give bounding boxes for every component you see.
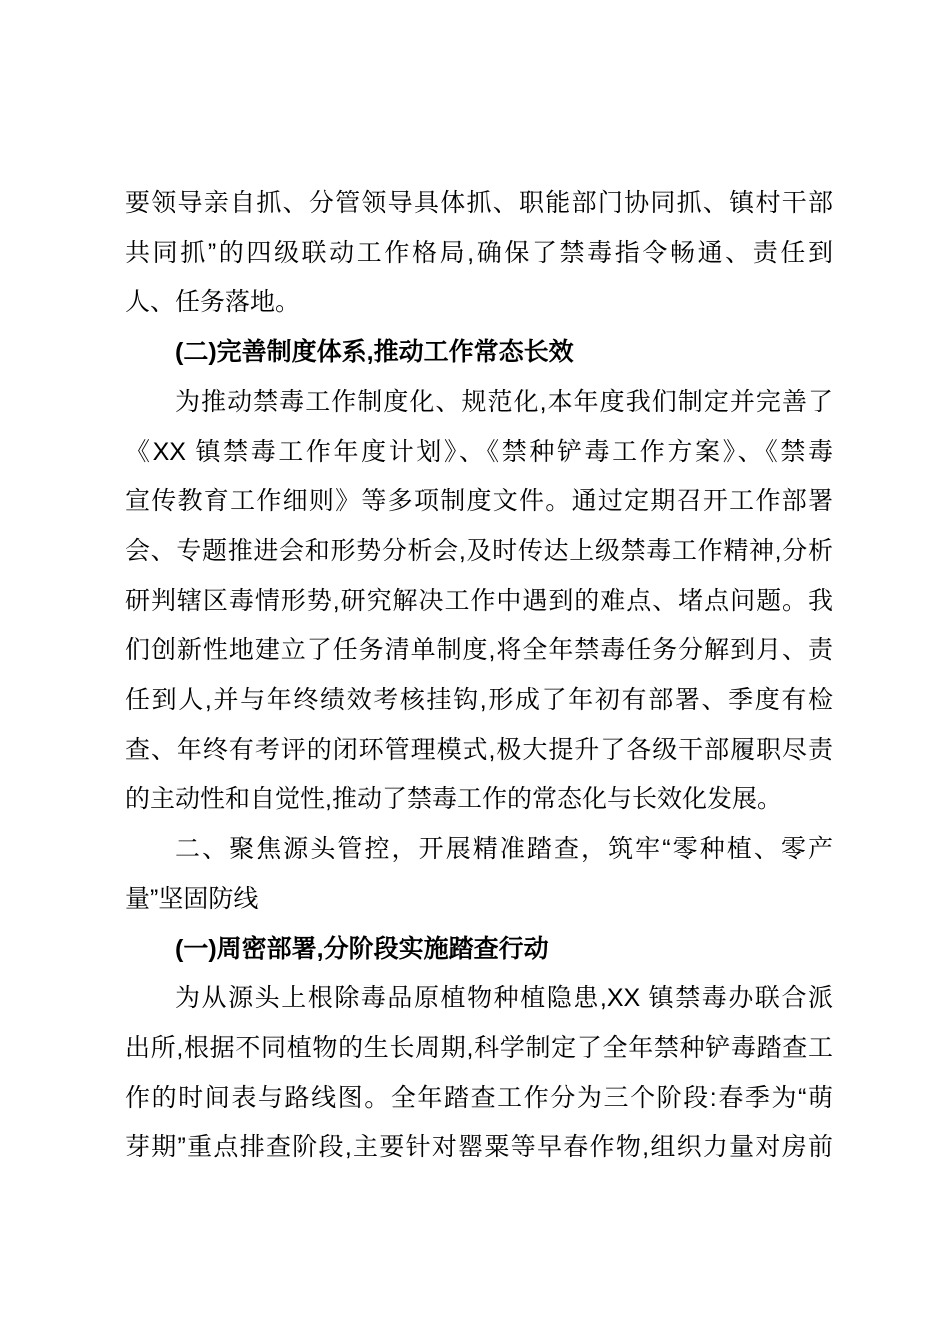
text-line: (一)周密部署,分阶段实施踏查行动 <box>175 934 549 963</box>
text-line: 为从源头上根除毒品原植物种植隐患,XX 镇禁毒办联合派 <box>175 984 833 1013</box>
text-line: 人、任务落地。 <box>125 288 301 317</box>
section-heading <box>125 825 833 924</box>
section-heading <box>125 925 833 975</box>
text-line: 宣传教育工作细则》等多项制度文件。通过定期召开工作部署 <box>125 487 833 516</box>
body-paragraph <box>125 974 833 1173</box>
text-line: 芽期”重点排查阶段,主要针对罂粟等早春作物,组织力量对房前 <box>125 1133 833 1162</box>
text-line: 为推动禁毒工作制度化、规范化,本年度我们制定并完善了 <box>175 387 833 416</box>
text-line: 量”坚固防线 <box>125 884 259 913</box>
text-line: 二、聚焦源头管控，开展精准踏查，筑牢“零种植、零产 <box>175 835 833 864</box>
text-line: 们创新性地建立了任务清单制度,将全年禁毒任务分解到月、责 <box>125 636 833 665</box>
text-line: 查、年终有考评的闭环管理模式,极大提升了各级干部履职尽责 <box>125 735 833 764</box>
body-paragraph <box>125 179 833 328</box>
text-line: 共同抓”的四级联动工作格局,确保了禁毒指令畅通、责任到 <box>125 238 833 267</box>
text-line: 出所,根据不同植物的生长周期,科学制定了全年禁种铲毒踏查工 <box>125 1033 833 1062</box>
text-line: (二)完善制度体系,推动工作常态长效 <box>175 338 574 367</box>
body-paragraph <box>125 378 833 825</box>
text-line: 《XX 镇禁毒工作年度计划》、《禁种铲毒工作方案》、《禁毒 <box>125 437 833 466</box>
text-line: 作的时间表与路线图。全年踏查工作分为三个阶段:春季为“萌 <box>125 1083 833 1112</box>
text-line: 要领导亲自抓、分管领导具体抓、职能部门协同抓、镇村干部 <box>125 189 833 217</box>
text-line: 会、专题推进会和形势分析会,及时传达上级禁毒工作精神,分析 <box>125 536 833 565</box>
text-line: 任到人,并与年终绩效考核挂钩,形成了年初有部署、季度有检 <box>125 686 833 715</box>
section-heading <box>125 328 833 378</box>
text-line: 的主动性和自觉性,推动了禁毒工作的常态化与长效化发展。 <box>125 785 782 814</box>
text-line: 研判辖区毒情形势,研究解决工作中遇到的难点、堵点问题。我 <box>125 586 833 615</box>
document-body <box>125 179 833 1173</box>
